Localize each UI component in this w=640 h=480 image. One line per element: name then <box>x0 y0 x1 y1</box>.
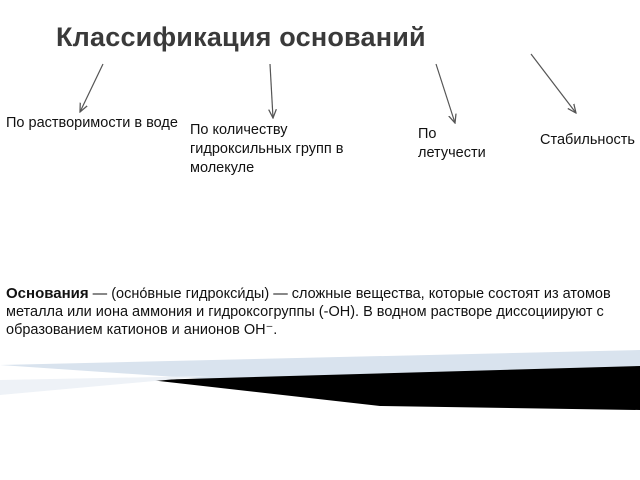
category-hydroxyl-groups: По количеству гидроксильных групп в молекуле <box>190 122 344 176</box>
category-stability: Стабильность <box>540 132 635 148</box>
category-volatility: По летучести <box>418 126 486 161</box>
decorative-band <box>0 340 640 480</box>
arrow-to-stability <box>531 54 576 113</box>
definition-paragraph <box>6 285 636 339</box>
slide-title: Классификация оснований <box>56 22 426 52</box>
definition-term: Основания <box>6 285 89 302</box>
arrow-to-volatility <box>436 64 455 123</box>
arrow-to-hydroxyl-groups <box>270 64 273 118</box>
category-solubility: По растворимости в воде <box>6 115 178 131</box>
definition-text: — (осно́вные гидрокси́ды) — сложные вещества, которые состоят из атомов металла или иона аммония и гидроксогруппы (-OH). В водном растворе диссоциируют с образованием катионов и анионов OH⁻. <box>6 286 611 338</box>
arrow-to-solubility <box>80 64 103 112</box>
